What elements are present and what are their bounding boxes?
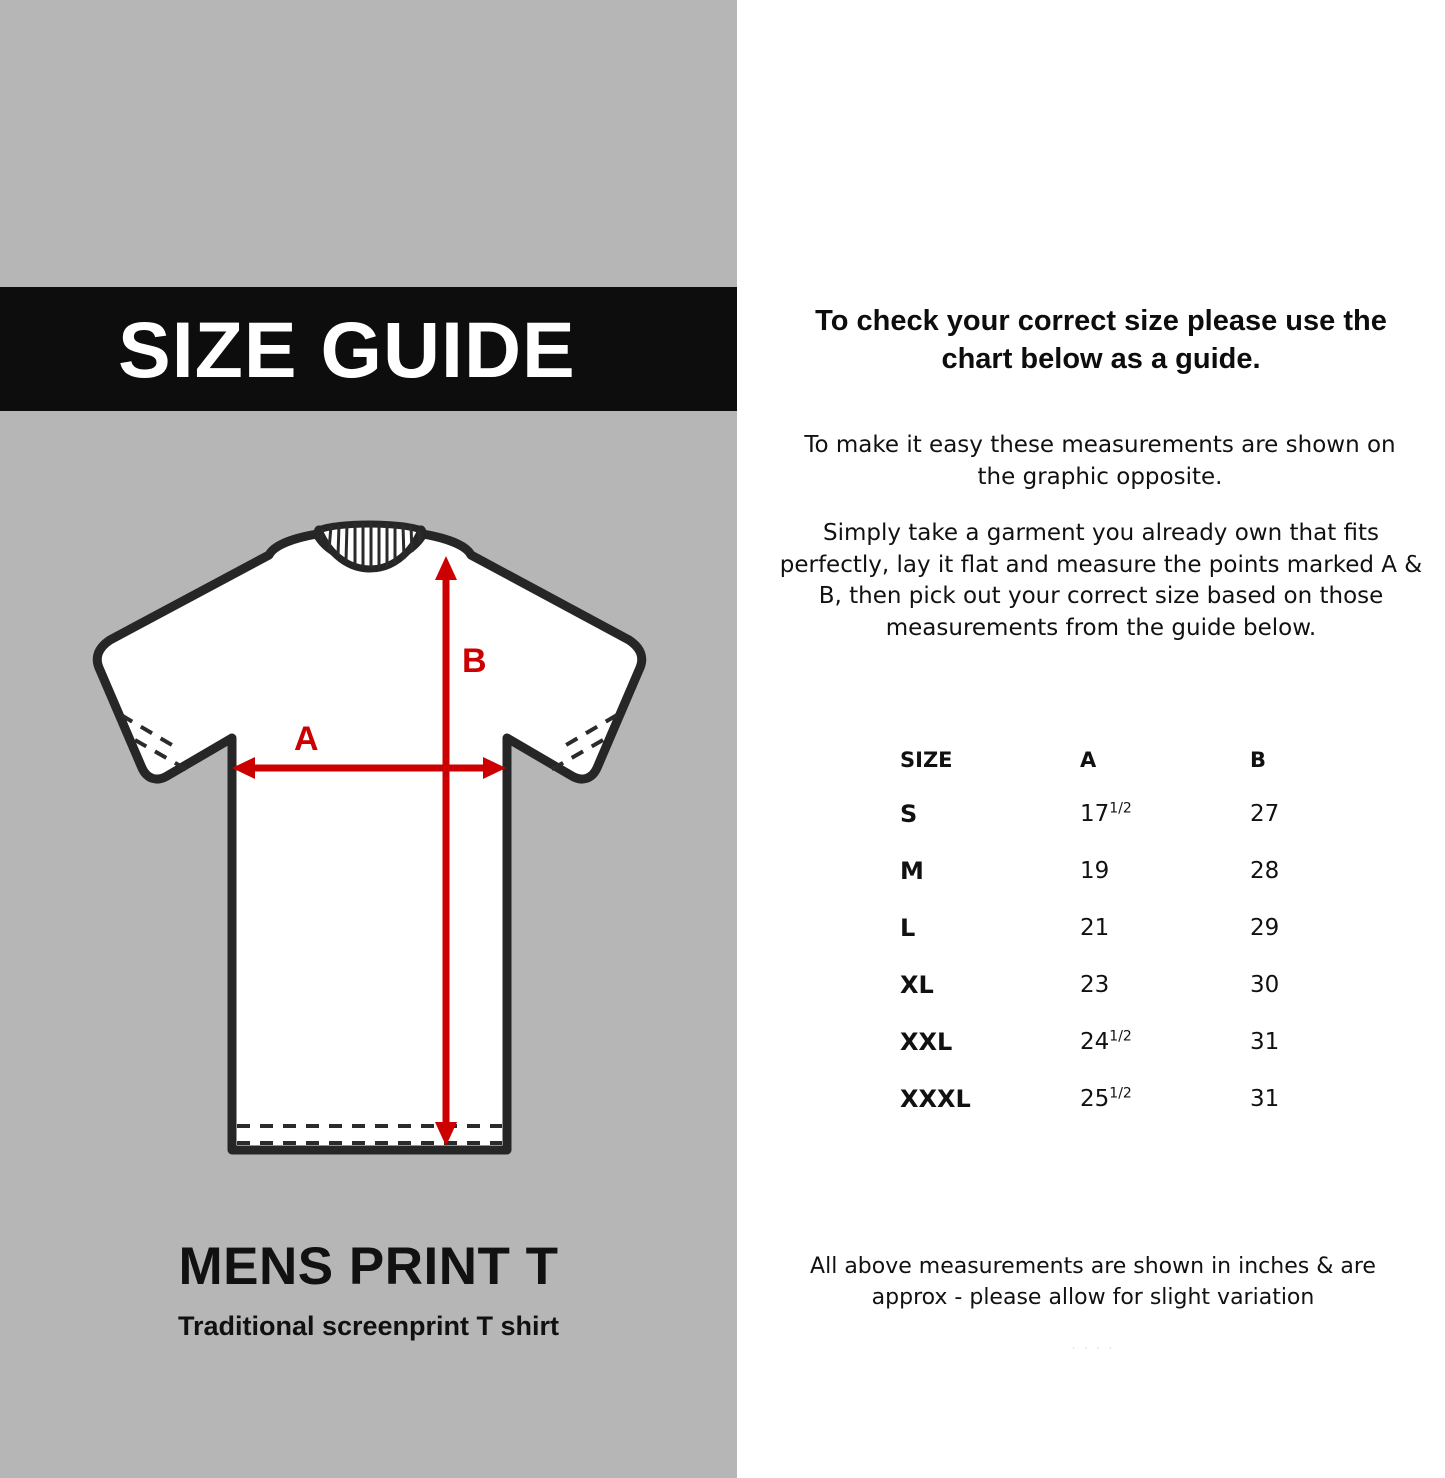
- cell-a: [1080, 842, 1250, 899]
- cell-a-whole: 17: [1080, 800, 1110, 827]
- instructions-paragraph-1: To make it easy these measurements are shown on the graphic opposite.: [804, 432, 1396, 490]
- cell-size: XXXL: [900, 1084, 971, 1113]
- cell-size: M: [900, 856, 924, 885]
- size-chart-table: [900, 735, 1320, 1127]
- cell-a: [1080, 899, 1250, 956]
- garment-name: MENS PRINT T: [178, 1237, 559, 1296]
- cell-a-whole: 23: [1080, 971, 1110, 998]
- table-row: [900, 956, 1320, 1013]
- instructions-paragraph-2: Simply take a garment you already own that fits perfectly, lay it flat and measure the points marked A & B, then pick out your correct size based on those measurements from the guide below.: [779, 520, 1423, 642]
- cell-b: 31: [1250, 1028, 1280, 1055]
- cell-a-whole: 24: [1080, 1028, 1110, 1055]
- table-header-row: [900, 735, 1320, 785]
- tshirt-outline: [97, 530, 642, 1150]
- cell-a: [1080, 785, 1250, 842]
- measure-b-label: B: [461, 642, 487, 680]
- cell-a-fraction: 1/2: [1109, 1027, 1132, 1044]
- right-panel: [737, 0, 1445, 1478]
- cell-b: 28: [1250, 857, 1280, 884]
- garment-caption: [0, 1238, 737, 1342]
- table-row: [900, 785, 1320, 842]
- table-row: [900, 1070, 1320, 1127]
- header-a: A: [1080, 748, 1097, 772]
- cell-a: [1080, 956, 1250, 1013]
- cell-b: 29: [1250, 914, 1280, 941]
- table-row: [900, 1013, 1320, 1070]
- faint-footer-text: . . . .: [1071, 1338, 1115, 1353]
- cell-a: [1080, 1070, 1250, 1127]
- garment-subtitle: Traditional screenprint T shirt: [177, 1311, 560, 1342]
- instructions-headline: To check your correct size please use the chart below as a guide.: [815, 305, 1387, 376]
- table-row: [900, 899, 1320, 956]
- measure-a-label: A: [293, 720, 319, 758]
- table-row: [900, 842, 1320, 899]
- page-title: SIZE GUIDE: [118, 304, 576, 394]
- cell-a: [1080, 1013, 1250, 1070]
- tshirt-diagram: [0, 500, 737, 1200]
- title-band: [0, 287, 737, 411]
- cell-size: S: [900, 799, 918, 828]
- cell-size: XXL: [900, 1027, 953, 1056]
- cell-a-whole: 21: [1080, 914, 1110, 941]
- cell-b: 27: [1250, 800, 1280, 827]
- header-size: SIZE: [900, 748, 953, 772]
- cell-a-whole: 19: [1080, 857, 1110, 884]
- cell-size: XL: [900, 970, 934, 999]
- header-b: B: [1250, 748, 1267, 772]
- cell-b: 31: [1250, 1085, 1280, 1112]
- tshirt-illustration: [69, 500, 669, 1200]
- cell-a-whole: 25: [1080, 1085, 1110, 1112]
- cell-b: 30: [1250, 971, 1280, 998]
- measurement-footnote: All above measurements are shown in inches & are approx - please allow for slight variation: [810, 1254, 1376, 1310]
- cell-size: L: [900, 913, 916, 942]
- cell-a-fraction: 1/2: [1109, 1084, 1132, 1101]
- cell-a-fraction: 1/2: [1109, 799, 1132, 816]
